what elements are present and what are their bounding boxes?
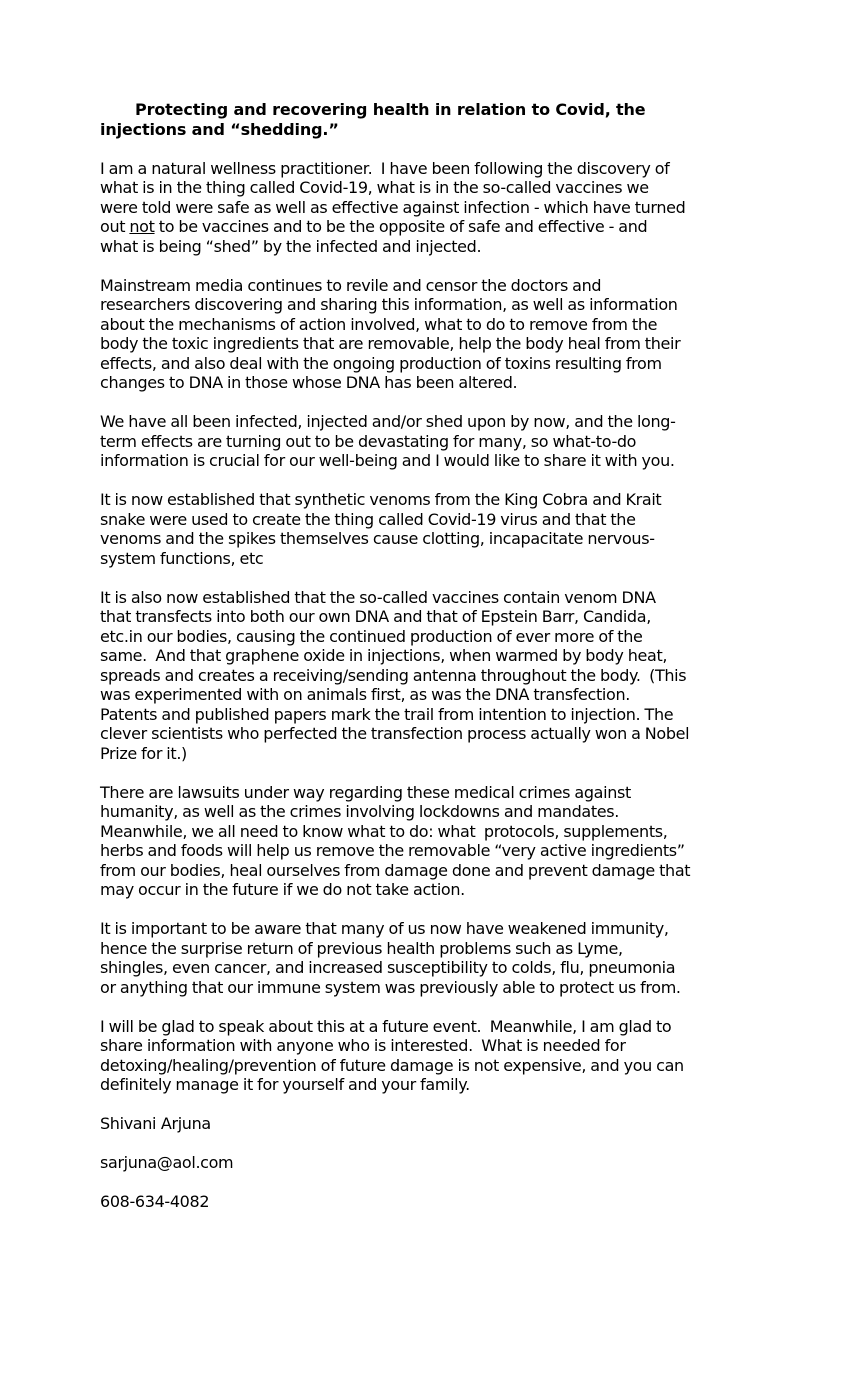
document-title <box>100 100 760 139</box>
text-line: what is being “shed” by the infected and injected. <box>100 236 482 256</box>
signature-email: sarjuna@aol.com <box>100 1153 234 1172</box>
paragraph-intro <box>100 159 760 257</box>
text-line: shingles, even cancer, and increased susceptibility to colds, flu, pneumonia <box>100 958 676 977</box>
text-line: body the toxic ingredients that are removable, help the body heal from their <box>100 334 681 353</box>
text-line: that transfects into both our own DNA and that of Epstein Barr, Candida, <box>100 607 651 626</box>
text-line: spreads and creates a receiving/sending antenna throughout the body. (This <box>100 665 687 685</box>
text-line: system functions, etc <box>100 548 264 568</box>
text-line: same. And that graphene oxide in injections, when warmed by body heat, <box>100 646 668 665</box>
text-line <box>100 217 760 237</box>
text-line: It is important to be aware that many of us now have weakened immunity, <box>100 919 669 938</box>
text-line: herbs and foods will help us remove the removable “very active ingredients” <box>100 841 685 860</box>
text-line: term effects are turning out to be devastating for many, so what-to-do <box>100 431 637 451</box>
text-line: researchers discovering and sharing this information, as well as information <box>100 295 678 314</box>
signature-phone: 608-634-4082 <box>100 1192 210 1211</box>
text-line: humanity, as well as the crimes involving lockdowns and mandates. <box>100 802 619 821</box>
title-line: Protecting and recovering health in relation to Covid, the <box>135 100 646 119</box>
text-line: Prize for it.) <box>100 743 187 763</box>
text-line: Meanwhile, we all need to know what to do: what protocols, supplements, <box>100 821 668 841</box>
text-line: I am a natural wellness practitioner. I have been following the discovery of <box>100 158 670 178</box>
text-line: effects, and also deal with the ongoing production of toxins resulting from <box>100 353 662 373</box>
document-page <box>100 100 760 1231</box>
paragraph-closing <box>100 1017 760 1095</box>
text-line: venoms and the spikes themselves cause clotting, incapacitate nervous- <box>100 529 655 548</box>
text-line: share information with anyone who is interested. What is needed for <box>100 1036 626 1055</box>
text-line: I will be glad to speak about this at a future event. Meanwhile, I am glad to <box>100 1016 672 1036</box>
paragraph-all-affected <box>100 412 760 471</box>
text-fragment: to be vaccines and to be the opposite of safe and effective - and <box>154 217 648 236</box>
underlined-word: not <box>129 217 155 236</box>
text-line: It is also now established that the so-called vaccines contain venom DNA <box>100 587 656 607</box>
text-line: definitely manage it for yourself and your family. <box>100 1075 470 1094</box>
text-line: It is now established that synthetic venoms from the King Cobra and Krait <box>100 490 662 509</box>
text-line: was experimented with on animals first, as was the DNA transfection. <box>100 685 630 704</box>
paragraph-lawsuits <box>100 783 760 900</box>
text-line: or anything that our immune system was previously able to protect us from. <box>100 977 681 997</box>
text-line: clever scientists who perfected the transfection process actually won a Nobel <box>100 724 690 743</box>
text-line: hence the surprise return of previous health problems such as Lyme, <box>100 938 623 958</box>
text-line: snake were used to create the thing called Covid-19 virus and that the <box>100 509 636 529</box>
text-line: were told were safe as well as effective against infection - which have turned <box>100 197 686 217</box>
paragraph-immunity <box>100 919 760 997</box>
signature-name: Shivani Arjuna <box>100 1114 211 1133</box>
text-line: from our bodies, heal ourselves from damage done and prevent damage that <box>100 860 691 880</box>
text-line: We have all been infected, injected and/or shed upon by now, and the long- <box>100 412 676 431</box>
title-line: injections and “shedding.” <box>100 119 339 139</box>
text-line: Mainstream media continues to revile and censor the doctors and <box>100 275 602 295</box>
paragraph-venoms <box>100 490 760 568</box>
text-line: changes to DNA in those whose DNA has been altered. <box>100 373 518 392</box>
text-line: There are lawsuits under way regarding these medical crimes against <box>100 782 631 802</box>
text-line: what is in the thing called Covid-19, what is in the so-called vaccines we <box>100 178 649 197</box>
text-line: information is crucial for our well-being and I would like to share it with you. <box>100 451 675 470</box>
text-line: detoxing/healing/prevention of future damage is not expensive, and you can <box>100 1055 684 1075</box>
text-line: Patents and published papers mark the trail from intention to injection. The <box>100 704 674 724</box>
text-line: may occur in the future if we do not take action. <box>100 880 465 899</box>
text-line: about the mechanisms of action involved, what to do to remove from the <box>100 314 658 334</box>
paragraph-mainstream-media <box>100 276 760 393</box>
paragraph-transfection <box>100 588 760 764</box>
text-fragment: out <box>100 217 130 236</box>
text-line: etc.in our bodies, causing the continued production of ever more of the <box>100 626 643 646</box>
